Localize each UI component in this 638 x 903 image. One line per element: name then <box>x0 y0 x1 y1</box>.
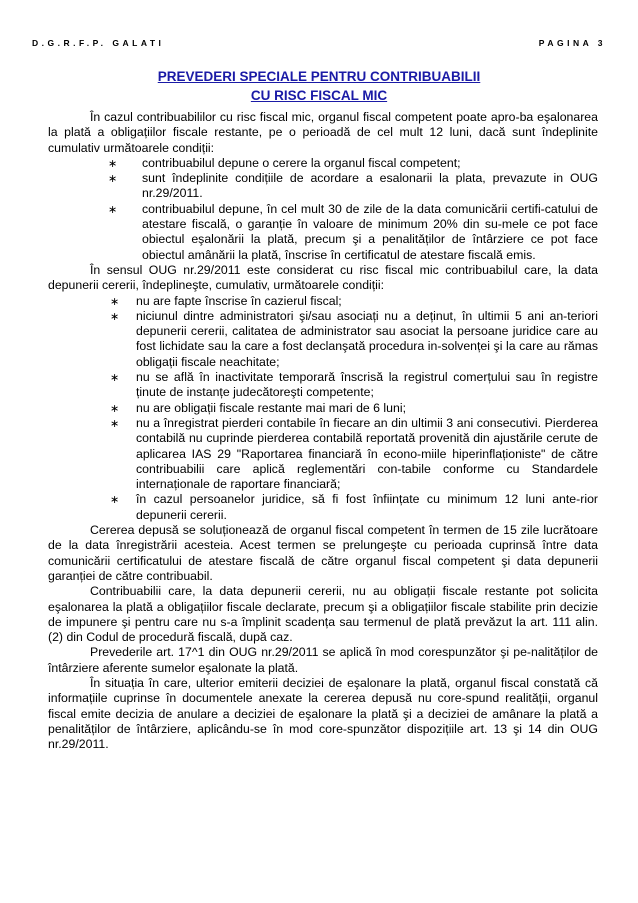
list-item <box>48 156 598 171</box>
list-item <box>48 401 598 416</box>
list-item-text: sunt îndeplinite condițiile de acordare a esalonarii la plata, prevazute in OUG nr.29/2011. <box>142 171 598 201</box>
paragraph-intro: În cazul contribuabililor cu risc fiscal mic, organul fiscal competent poate apro-ba eşalonarea la plată a obligațiilor fiscale restante, pe o perioadă de cel mult 12 luni, dacă sunt îndeplinite cumulativ următoarele condiții: <box>48 110 598 155</box>
paragraph-no-arrears: Contribuabilii care, la data depunerii cererii, nu au obligații fiscale restante pot solicita eşalonarea la plată a obligațiilor fiscale declarate, precum şi a obligațiilor fiscale stabilite prin decizie de impunere şi pentru care nu s-a împlinit scadența sau termenul de plată prevăzut la art. 111 alin. (2) din Codul de procedură fiscală, după caz. <box>48 584 598 645</box>
list-item <box>48 309 598 370</box>
paragraph-request-resolution: Cererea depusă se soluționează de organul fiscal competent în termen de 15 zile lucrătoare de la data înregistrării acesteia. Acest termen se prelungeşte cu perioada cuprinsă între data comunicării certificatului de atestare fiscală de către organul fiscal competent şi data depunerii garanției de către contribuabil. <box>48 523 598 583</box>
list-item <box>48 202 598 263</box>
title-line-2: CU RISC FISCAL MIC <box>250 88 388 103</box>
list-item <box>48 171 598 202</box>
list-item-text: în cazul persoanelor juridice, să fi fost înființate cu minimum 12 luni ante-rior depunerii cererii. <box>136 492 598 522</box>
bullet-icon: ∗ <box>110 310 120 323</box>
bullet-icon: ∗ <box>110 417 120 430</box>
list-item <box>48 294 598 309</box>
paragraph-penalties: Prevederile art. 17^1 din OUG nr.29/2011 se aplică în mod corespunzător şi pe-nalităților de întârziere aferente sumelor eşalonate la plată. <box>48 645 598 675</box>
bullet-icon: ∗ <box>108 157 118 170</box>
list-item-text: nu are obligații fiscale restante mai mari de 6 luni; <box>136 400 406 415</box>
page-header <box>32 38 606 54</box>
title-line-1: PREVEDERI SPECIALE PENTRU CONTRIBUABILII <box>157 69 481 84</box>
list-item <box>48 370 598 401</box>
list-item-text: contribuabilul depune, în cel mult 30 de zile de la data comunicării certifi-catului de atestare fiscală, o garanție în valoare de minimum 20% din su-mele ce pot face obiectul eşalonării la plată, precum şi a penalităților de întârziere ce pot face obiectul amânării la plată, înscrise în certificatul de atestare fiscală emis. <box>142 201 598 262</box>
document-body <box>48 110 598 752</box>
low-risk-conditions-list <box>48 294 598 523</box>
bullet-icon: ∗ <box>110 402 120 415</box>
list-item <box>48 416 598 492</box>
conditions-list <box>48 156 598 263</box>
bullet-icon: ∗ <box>110 295 120 308</box>
paragraph-annulment: În situația în care, ulterior emiterii deciziei de eşalonare la plată, organul fiscal constată că informațiile cuprinse în documentele anexate la cererea depusă nu core-spund realității, organul fiscal emite decizia de anulare a deciziei de eşalonare la plată şi a deciziei de amânare la plată a penalităților de întârziere, aplicându-se în mod core-spunzător dispozițiile art. 13 şi 14 din OUG nr.29/2011. <box>48 675 598 752</box>
list-item-text: nu a înregistrat pierderi contabile în fiecare an din ultimii 3 ani consecutivi. Pierderea contabilă nu cuprinde pierderea contabilă reportată provenită din ajustările cerute de aplicarea IAS 29 "Raportarea financiară în econo-miile hiperinflaționiste" de către contribuabilii care aplică reglementări con-tabile conforme cu Standardele internaționale de raportare financiară; <box>136 415 598 492</box>
bullet-icon: ∗ <box>108 203 118 216</box>
list-item-text: nu are fapte înscrise în cazierul fiscal; <box>136 293 342 308</box>
list-item-text: nu se află în inactivitate temporară înscrisă la registrul comerțului sau în registre ținute de instanțe judecătoreşti competente; <box>136 370 598 400</box>
header-page-number: PAGINA 3 <box>538 38 606 48</box>
bullet-icon: ∗ <box>110 372 120 385</box>
header-institution: D.G.R.F.P. GALATI <box>32 38 165 48</box>
bullet-icon: ∗ <box>110 494 120 507</box>
bullet-icon: ∗ <box>108 173 118 186</box>
paragraph-low-risk-definition: În sensul OUG nr.29/2011 este considerat cu risc fiscal mic contribuabilul care, la data depunerii cererii, îndeplineşte, cumulativ, următoarele condiții: <box>48 262 598 293</box>
list-item-text: niciunul dintre administratori şi/sau asociați nu a deținut, în ultimii 5 ani an-teriori depunerii cererii, calitatea de administrator sau asociat la persoane juridice care au fost lichidate sau la care a fost declanşată procedura in-solvenței şi la care au rămas obligații fiscale neachitate; <box>136 308 598 369</box>
list-item-text: contribuabilul depune o cerere la organul fiscal competent; <box>142 155 461 170</box>
list-item <box>48 492 598 523</box>
